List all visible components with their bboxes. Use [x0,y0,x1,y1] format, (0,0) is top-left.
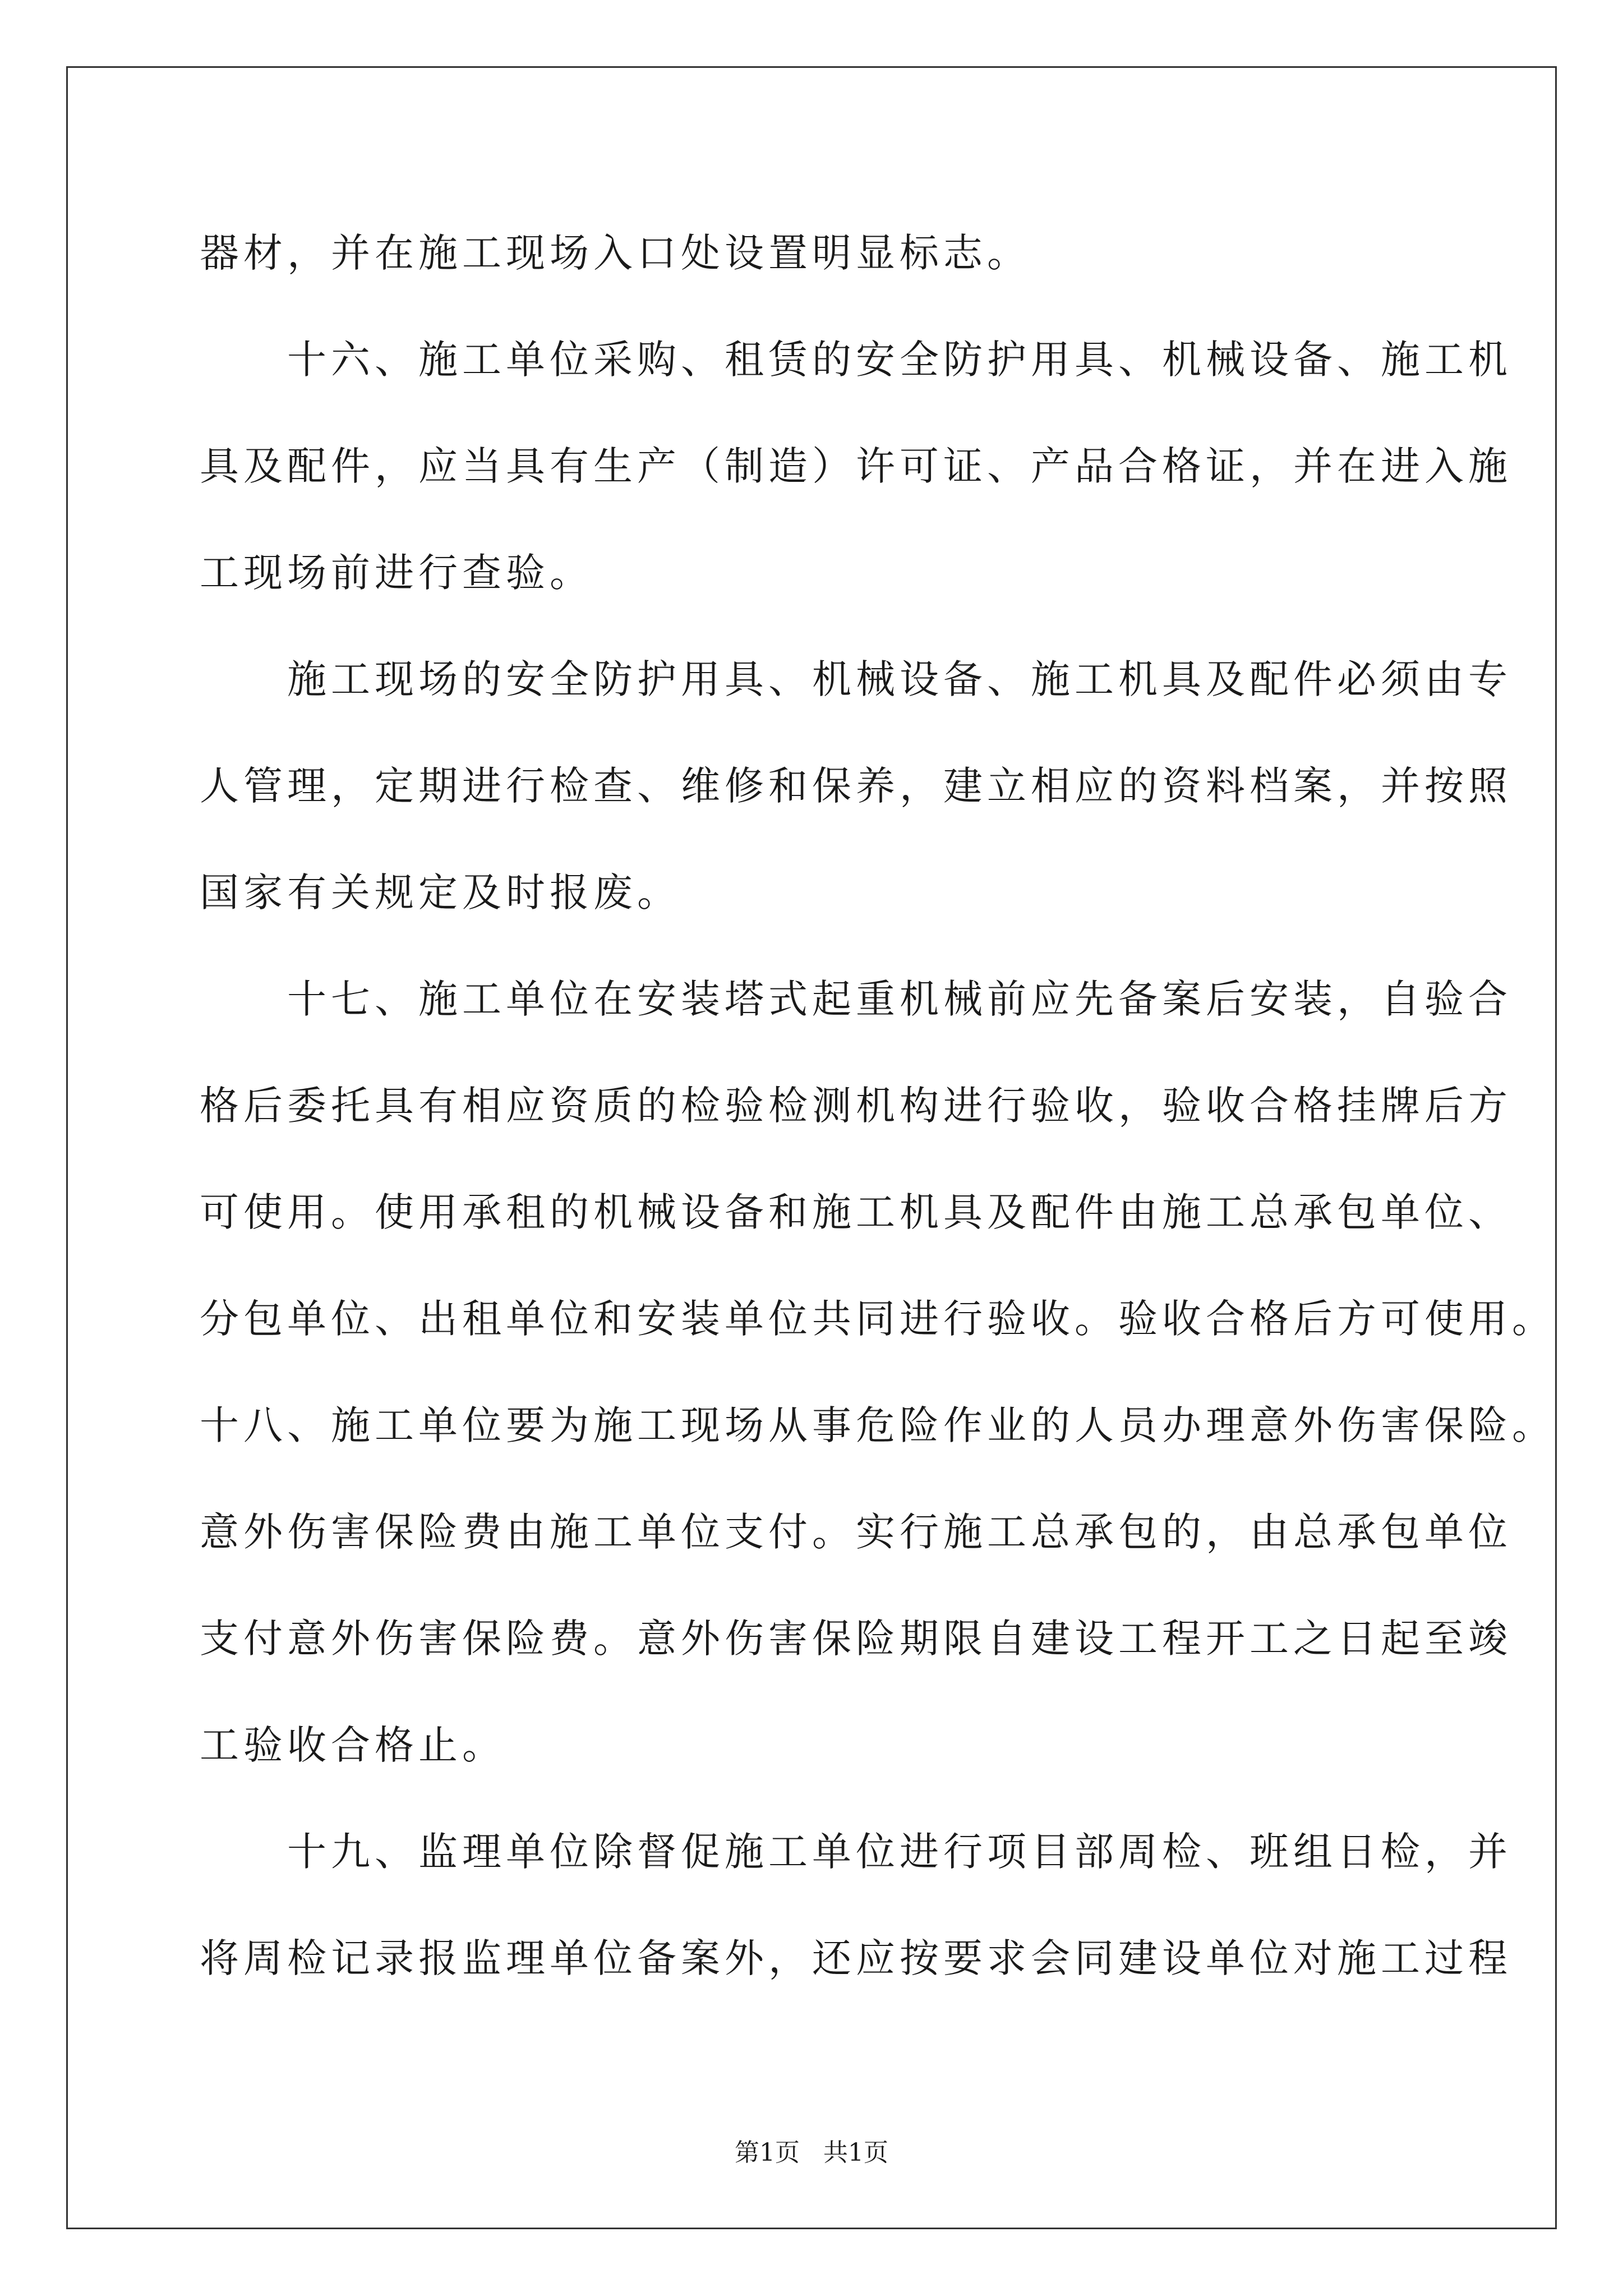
text-line: 工验收合格止。 [200,1722,506,1768]
text-line: 施工现场的安全防护用具、机械设备、施工机具及配件必须由专 [200,656,1512,702]
text-line: 十九、监理单位除督促施工单位进行项目部周检、班组日检，并 [200,1829,1512,1875]
text-line: 十六、施工单位采购、租赁的安全防护用具、机械设备、施工机 [200,337,1512,383]
text-line: 意外伤害保险费由施工单位支付。实行施工总承包的，由总承包单位 [200,1509,1512,1555]
text-line: 可使用。使用承租的机械设备和施工机具及配件由施工总承包单位、 [200,1189,1512,1235]
page-number-footer: 第1页 共1页 [735,2138,888,2167]
text-line: 格后委托具有相应资质的检验检测机构进行验收，验收合格挂牌后方 [200,1083,1512,1129]
text-line: 十八、施工单位要为施工现场从事危险作业的人员办理意外伤害保险。 [200,1402,1556,1448]
text-line: 将周检记录报监理单位备案外，还应按要求会同建设单位对施工过程 [200,1935,1512,1981]
text-line: 分包单位、出租单位和安装单位共同进行验收。验收合格后方可使用。 [200,1296,1556,1342]
text-line: 支付意外伤害保险费。意外伤害保险期限自建设工程开工之日起至竣 [200,1616,1512,1662]
text-line: 十七、施工单位在安装塔式起重机械前应先备案后安装，自验合 [200,976,1512,1022]
text-line: 器材，并在施工现场入口处设置明显标志。 [200,230,1031,276]
text-line: 工现场前进行查验。 [200,550,593,596]
text-line: 具及配件，应当具有生产（制造）许可证、产品合格证，并在进入施 [200,443,1512,489]
document-body [200,200,1556,2012]
text-line: 国家有关规定及时报废。 [200,869,681,915]
text-line: 人管理，定期进行检查、维修和保养，建立相应的资料档案，并按照 [200,763,1512,809]
